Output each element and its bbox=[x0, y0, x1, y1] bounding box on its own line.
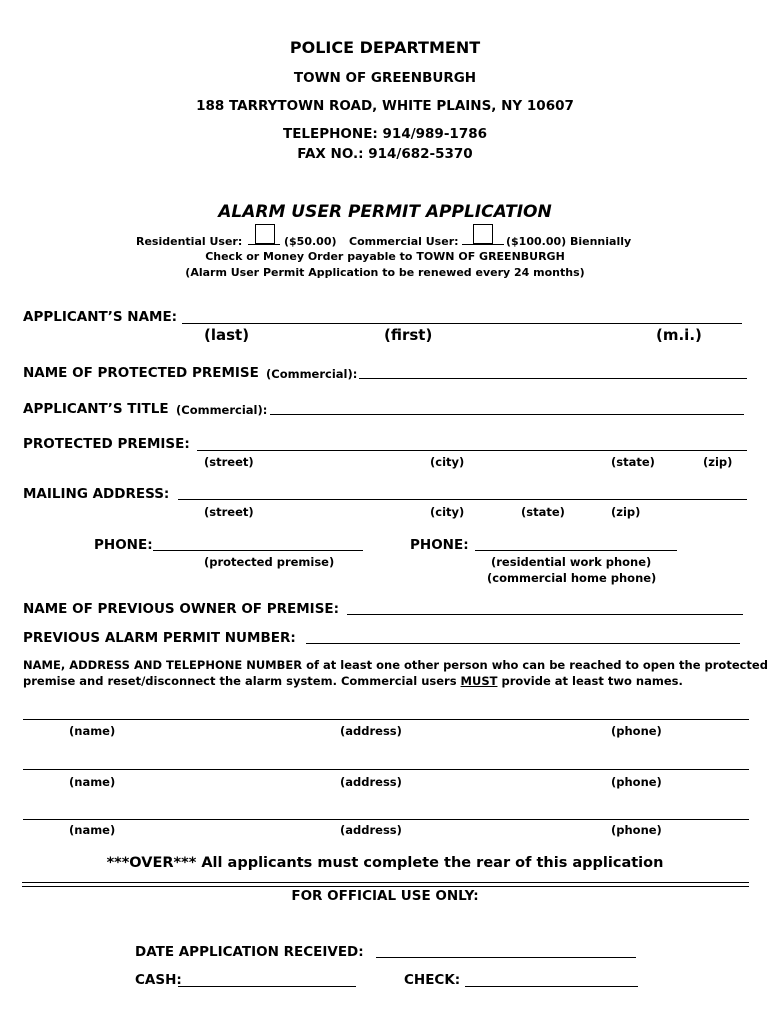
department-heading: POLICE DEPARTMENT bbox=[289, 38, 481, 57]
premise-state-caption: (state) bbox=[611, 455, 655, 469]
payable-note: Check or Money Order payable to TOWN OF GREENBURGH bbox=[205, 250, 565, 263]
second-phone-field[interactable] bbox=[475, 550, 677, 551]
applicant-name-label: APPLICANT’S NAME: bbox=[23, 309, 178, 325]
cash-label: CASH: bbox=[135, 972, 182, 988]
contact-3-name-caption: (name) bbox=[69, 823, 116, 837]
residential-checkbox[interactable] bbox=[255, 224, 275, 244]
cash-field[interactable] bbox=[178, 986, 356, 987]
town-name: TOWN OF GREENBURGH bbox=[293, 70, 477, 86]
contact-2-address-caption: (address) bbox=[340, 775, 402, 789]
premise-phone-field[interactable] bbox=[153, 550, 363, 551]
premise-phone-caption: (protected premise) bbox=[204, 555, 335, 569]
protected-premise-name-field[interactable] bbox=[359, 378, 747, 379]
premise-street-caption: (street) bbox=[204, 455, 254, 469]
contact-row-2-field[interactable] bbox=[23, 769, 749, 770]
residential-work-phone-caption: (residential work phone) bbox=[491, 555, 652, 569]
contact-instructions-line1: NAME, ADDRESS AND TELEPHONE NUMBER of at least one other person who can be reached to open the protected bbox=[23, 658, 768, 672]
premise-phone-label: PHONE: bbox=[94, 537, 153, 553]
official-use-heading: FOR OFFICIAL USE ONLY: bbox=[291, 888, 479, 904]
renewal-note: (Alarm User Permit Application to be renewed every 24 months) bbox=[185, 266, 585, 279]
applicant-name-field[interactable] bbox=[182, 323, 742, 324]
telephone-number: TELEPHONE: 914/989-1786 bbox=[282, 126, 487, 142]
protected-premise-name-label: NAME OF PROTECTED PREMISE bbox=[23, 365, 259, 381]
protected-premise-name-qualifier: (Commercial): bbox=[266, 367, 358, 381]
last-name-caption: (last) bbox=[204, 326, 250, 344]
second-phone-label: PHONE: bbox=[410, 537, 469, 553]
department-address: 188 TARRYTOWN ROAD, WHITE PLAINS, NY 10607 bbox=[196, 98, 574, 114]
first-name-caption: (first) bbox=[384, 326, 433, 344]
residential-blank-line bbox=[248, 244, 280, 245]
previous-permit-label: PREVIOUS ALARM PERMIT NUMBER: bbox=[23, 630, 296, 646]
form-title: ALARM USER PERMIT APPLICATION bbox=[218, 202, 552, 222]
contact-row-3-field[interactable] bbox=[23, 819, 749, 820]
mailing-state-caption: (state) bbox=[521, 505, 565, 519]
must-emphasis: MUST bbox=[460, 674, 498, 688]
applicant-title-field[interactable] bbox=[270, 414, 744, 415]
fax-number: FAX NO.: 914/682-5370 bbox=[297, 146, 473, 162]
contact-3-phone-caption: (phone) bbox=[611, 823, 662, 837]
mailing-address-field[interactable] bbox=[178, 499, 747, 500]
contact-row-1-field[interactable] bbox=[23, 719, 749, 720]
contact-instructions-part-a: premise and reset/disconnect the alarm system. Commercial users bbox=[23, 674, 461, 688]
contact-2-phone-caption: (phone) bbox=[611, 775, 662, 789]
contact-2-name-caption: (name) bbox=[69, 775, 116, 789]
over-note: ***OVER*** All applicants must complete the rear of this application bbox=[106, 855, 664, 871]
commercial-home-phone-caption: (commercial home phone) bbox=[487, 571, 657, 585]
residential-user-label: Residential User: bbox=[136, 235, 243, 248]
contact-instructions-line2 bbox=[23, 674, 683, 688]
mailing-zip-caption: (zip) bbox=[611, 505, 641, 519]
protected-premise-field[interactable] bbox=[197, 450, 747, 451]
contact-3-address-caption: (address) bbox=[340, 823, 402, 837]
residential-fee: ($50.00) bbox=[284, 235, 337, 248]
previous-owner-label: NAME OF PREVIOUS OWNER OF PREMISE: bbox=[23, 601, 340, 617]
contact-1-address-caption: (address) bbox=[340, 724, 402, 738]
date-received-label: DATE APPLICATION RECEIVED: bbox=[135, 944, 364, 960]
premise-city-caption: (city) bbox=[430, 455, 465, 469]
contact-1-phone-caption: (phone) bbox=[611, 724, 662, 738]
mailing-address-label: MAILING ADDRESS: bbox=[23, 486, 170, 502]
commercial-user-label: Commercial User: bbox=[349, 235, 459, 248]
commercial-blank-line bbox=[462, 244, 504, 245]
previous-permit-field[interactable] bbox=[306, 643, 740, 644]
contact-1-name-caption: (name) bbox=[69, 724, 116, 738]
middle-initial-caption: (m.i.) bbox=[656, 326, 702, 344]
commercial-fee: ($100.00) Biennially bbox=[506, 235, 632, 248]
contact-instructions-part-b: provide at least two names. bbox=[497, 674, 683, 688]
commercial-checkbox[interactable] bbox=[473, 224, 493, 244]
protected-premise-label: PROTECTED PREMISE: bbox=[23, 436, 190, 452]
mailing-city-caption: (city) bbox=[430, 505, 465, 519]
mailing-street-caption: (street) bbox=[204, 505, 254, 519]
premise-zip-caption: (zip) bbox=[703, 455, 733, 469]
section-divider bbox=[22, 882, 749, 887]
applicant-title-qualifier: (Commercial): bbox=[176, 403, 268, 417]
check-label: CHECK: bbox=[404, 972, 461, 988]
check-field[interactable] bbox=[465, 986, 638, 987]
previous-owner-field[interactable] bbox=[347, 614, 743, 615]
date-received-field[interactable] bbox=[376, 957, 636, 958]
applicant-title-label: APPLICANT’S TITLE bbox=[23, 401, 169, 417]
